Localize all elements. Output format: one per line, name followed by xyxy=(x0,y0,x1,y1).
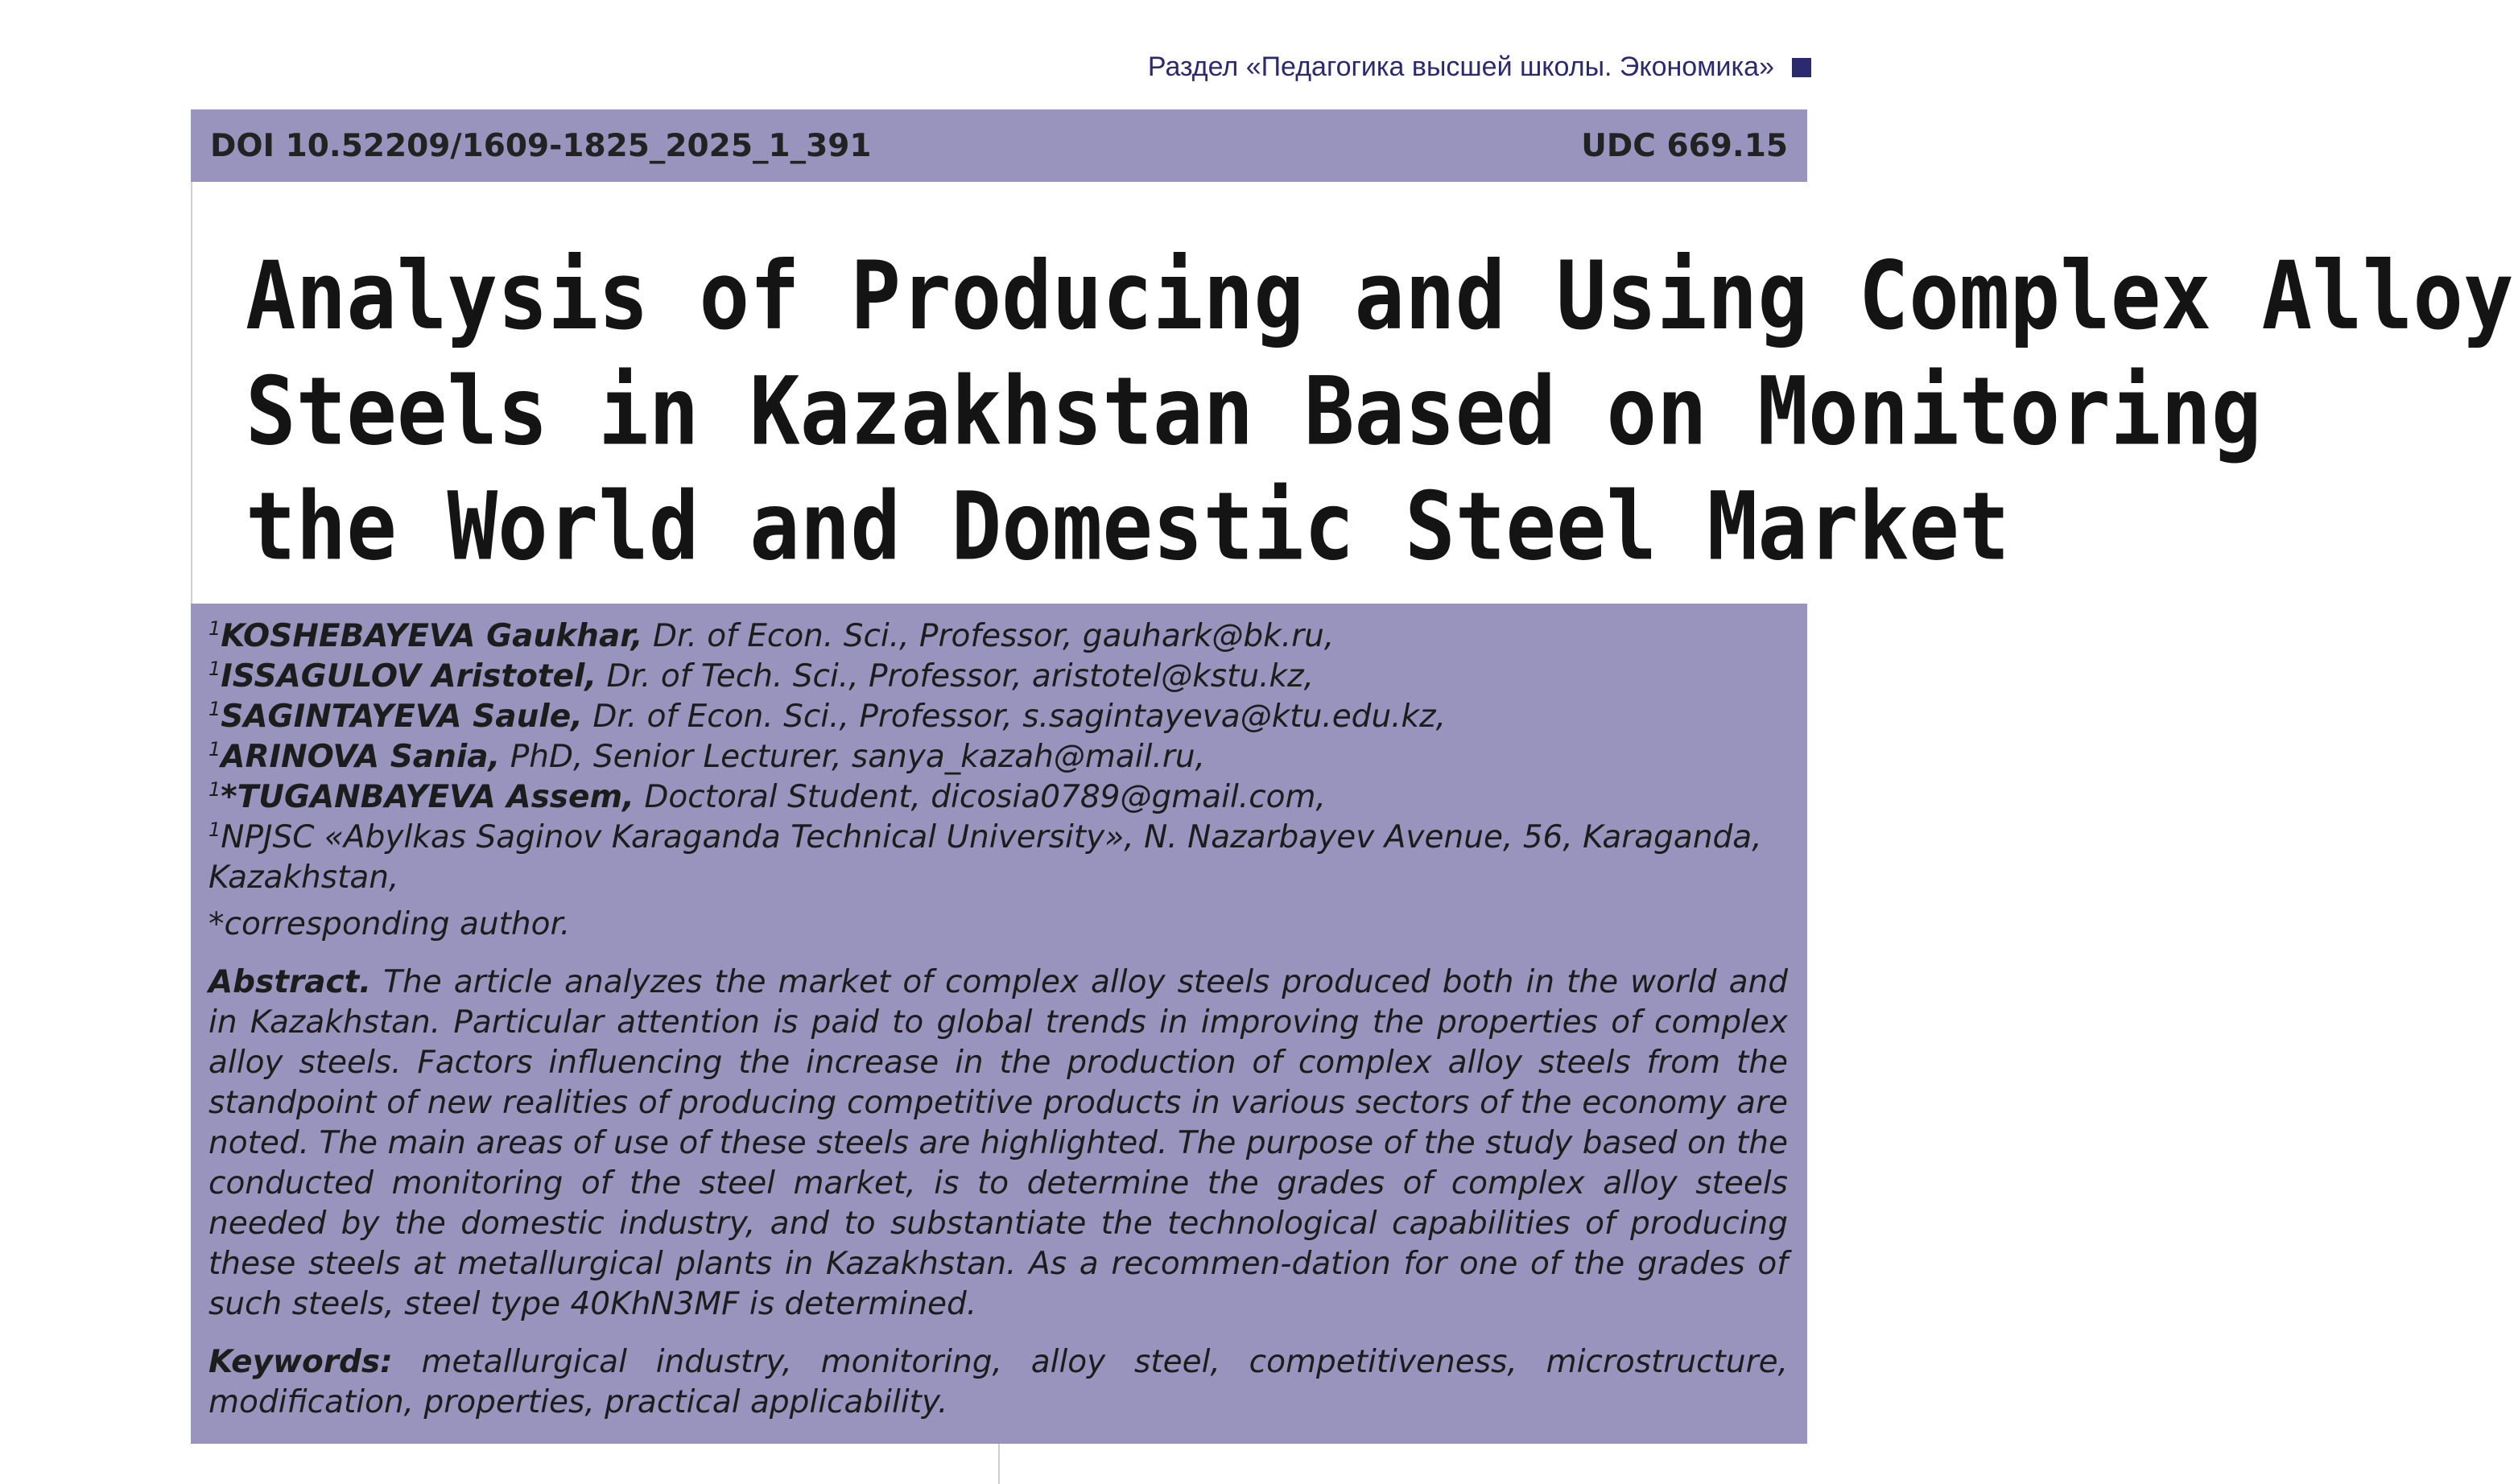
author-entry xyxy=(208,737,1788,777)
section-title: Раздел «Педагогика высшей школы. Экономика» xyxy=(1147,52,1774,82)
keywords-text: metallurgical industry, monitoring, alloy steel, competitiveness, microstructure, modification, properties, practical applicability. xyxy=(208,1344,1788,1420)
corresponding-note: *corresponding author. xyxy=(208,906,571,942)
doi-text: DOI 10.52209/1609-1825_2025_1_391 xyxy=(210,127,872,164)
title-line: Steels in Kazakhstan Based on Monitoring xyxy=(246,356,2262,467)
doi-udc-band xyxy=(191,109,1807,182)
author-details: Dr. of Econ. Sci., Professor, s.sagintayeva@ktu.edu.kz, xyxy=(582,699,1447,735)
author-entry xyxy=(208,616,1788,657)
author-details: PhD, Senior Lecturer, sanya_kazah@mail.ru, xyxy=(500,739,1205,775)
affiliation-sup: 1 xyxy=(208,818,221,841)
article-info-band xyxy=(191,604,1807,1444)
keywords xyxy=(208,1342,1788,1423)
author-sup: 1 xyxy=(208,738,221,761)
abstract xyxy=(208,963,1788,1325)
affiliation xyxy=(208,818,1788,898)
author-name: ISSAGULOV Aristotel, xyxy=(221,658,597,695)
author-details: Doctoral Student, dicosia0789@gmail.com, xyxy=(634,779,1326,815)
abstract-text: The article analyzes the market of complex alloy steels produced both in the world and in Kazakhstan. Particular attention is paid to global trends in improving the properties of complex alloy steels. Factors influencing the increase in the production of complex alloy steels from the standpoint of new realities of producing competitive products in various sectors of the economy are noted. The main areas of use of these steels are highlighted. The purpose of the study based on the conducted monitoring of the steel market, is to determine the grades of complex alloy steels needed by the domestic industry, and to substantiate the technological capabilities of producing these steels at metallurgical plants in Kazakhstan. As a recommen-dation for one of the grades of such steels, steel type 40KhN3MF is determined. xyxy=(208,964,1788,1322)
author-name: *TUGANBAYEVA Assem, xyxy=(221,779,634,815)
author-details: Dr. of Econ. Sci., Professor, gauhark@bk.ru, xyxy=(642,618,1335,654)
author-details: Dr. of Tech. Sci., Professor, aristotel@kstu.kz, xyxy=(597,658,1314,695)
title-line: Analysis of Producing and Using Complex Alloy xyxy=(246,241,2514,351)
abstract-label: Abstract. xyxy=(208,964,372,1000)
column-divider xyxy=(998,1444,1000,1484)
left-divider xyxy=(191,182,192,604)
udc-text: UDC 669.15 xyxy=(1581,127,1788,164)
author-name: ARINOVA Sania, xyxy=(221,739,501,775)
author-entry xyxy=(208,697,1788,737)
article-title xyxy=(246,238,2514,584)
square-bullet-icon xyxy=(1792,58,1811,77)
author-sup: 1 xyxy=(208,778,221,801)
author-sup: 1 xyxy=(208,657,221,680)
affiliation-text: NPJSC «Abylkas Saginov Karaganda Technical University», N. Nazarbayev Avenue, 56, Karaganda, Kazakhstan, xyxy=(208,819,1762,896)
author-name: SAGINTAYEVA Saule, xyxy=(221,699,583,735)
author-sup: 1 xyxy=(208,617,221,640)
author-entry xyxy=(208,657,1788,697)
author-name: KOSHEBAYEVA Gaukhar, xyxy=(221,618,643,654)
section-header xyxy=(1148,52,1811,83)
title-line: the World and Domestic Steel Market xyxy=(246,472,2010,582)
author-entry xyxy=(208,777,1788,818)
keywords-label: Keywords: xyxy=(208,1344,393,1380)
author-sup: 1 xyxy=(208,698,221,720)
